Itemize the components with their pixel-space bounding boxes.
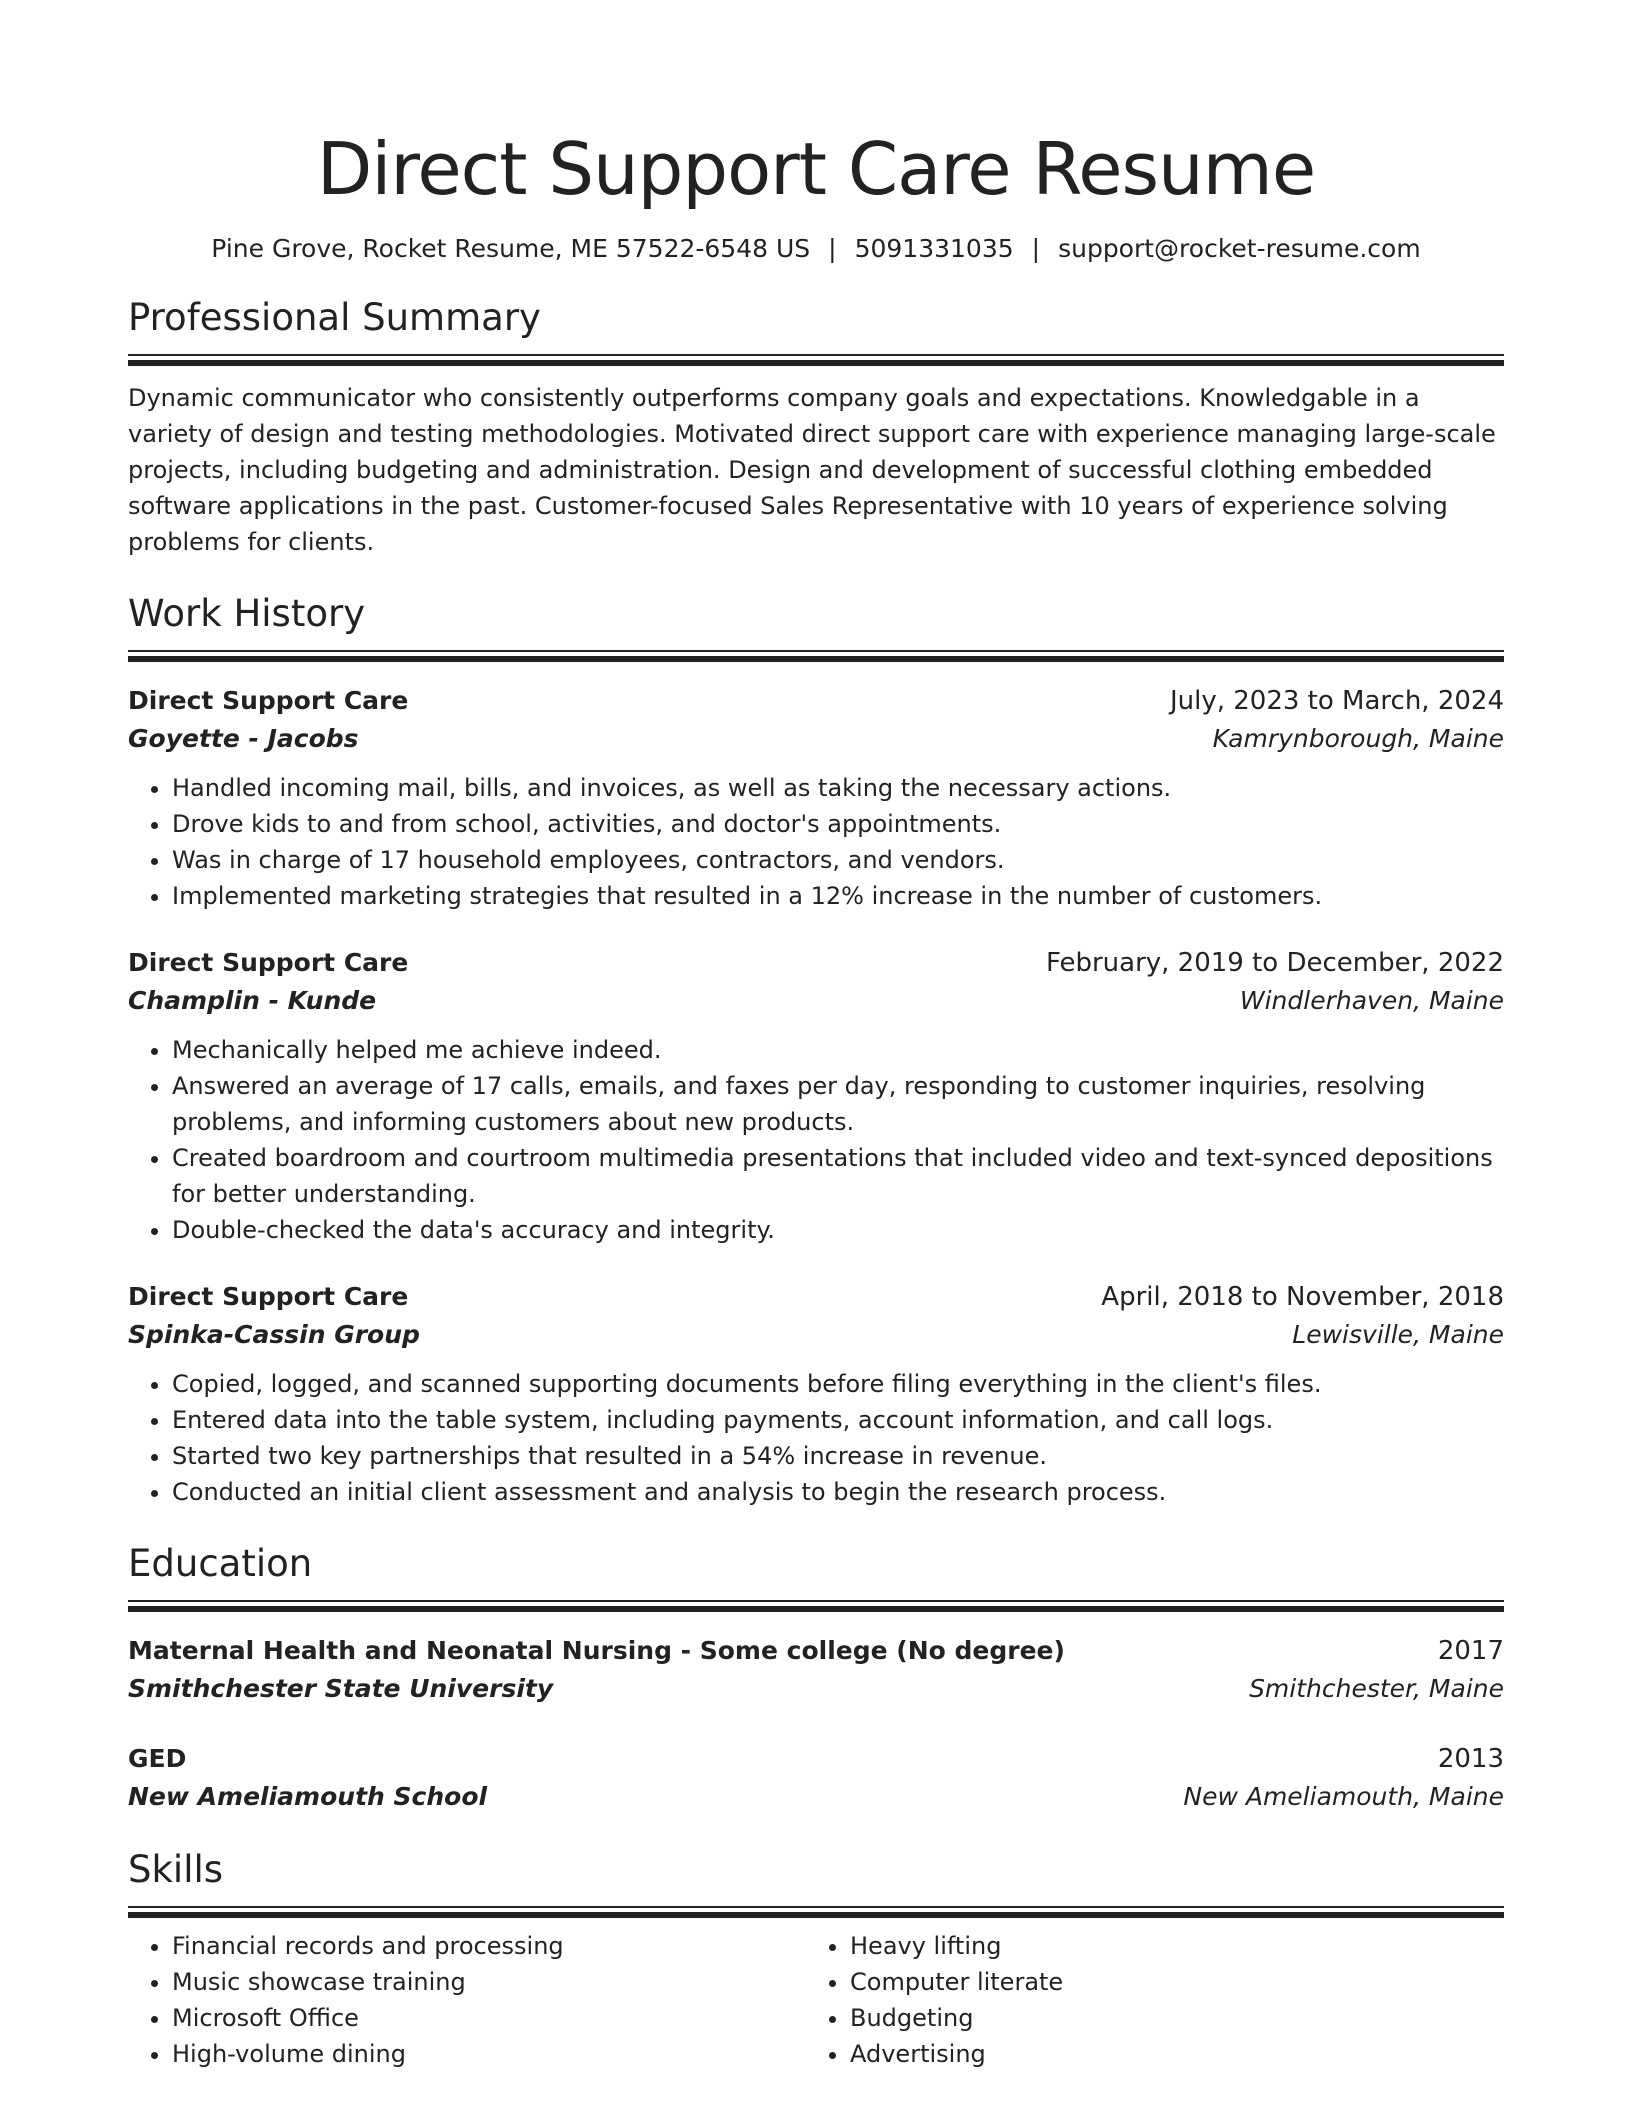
job-bullet: • Created boardroom and courtroom multimedia presentations that included video and text-synced depositions for better understanding. — [172, 1140, 1504, 1212]
contact-separator: | — [1031, 234, 1041, 263]
skill-item: • Music showcase training — [172, 1964, 806, 2000]
section-heading-work: Work History — [128, 592, 366, 635]
section-heading-education: Education — [128, 1542, 313, 1585]
contact-separator: | — [828, 234, 837, 263]
summary-text: Dynamic communicator who consistently outperforms company goals and expectations. Knowledgable in a variety of design and testing methodologies. Motivated direct support care with experience managing large-scale projects, including budgeting and administration. Design and development of successful clothing embedded software applications in the past. Customer-focused Sales Representative with 10 years of experience solving problems for clients. — [128, 384, 1496, 556]
skill-item: • Computer literate — [850, 1964, 1484, 2000]
section-divider — [128, 1600, 1504, 1612]
skill-item: • Financial records and processing — [172, 1928, 806, 1964]
skills-column-left — [128, 1928, 806, 2072]
job-dates: February, 2019 to December, 2022 — [1045, 948, 1504, 978]
job-company: Champlin - Kunde — [128, 986, 377, 1015]
contact-address: Pine Grove, Rocket Resume, ME 57522-6548 US — [211, 234, 811, 263]
section-divider — [128, 1906, 1504, 1918]
skill-item: • Budgeting — [850, 2000, 1484, 2036]
job-bullets — [128, 1032, 1504, 1248]
job-bullets — [128, 1366, 1504, 1510]
job-title: Direct Support Care — [128, 686, 409, 715]
job-company: Spinka-Cassin Group — [128, 1320, 420, 1349]
job-entry — [128, 1278, 1504, 1510]
job-location: Lewisville, Maine — [1292, 1320, 1504, 1349]
resume-title: Direct Support Care Resume — [316, 127, 1316, 211]
skills-column-right — [806, 1928, 1484, 2072]
job-bullet: • Handled incoming mail, bills, and invoices, as well as taking the necessary actions. — [172, 770, 1504, 806]
skill-item: • Heavy lifting — [850, 1928, 1484, 1964]
job-bullet: • Implemented marketing strategies that resulted in a 12% increase in the number of customers. — [172, 878, 1504, 914]
section-divider — [128, 650, 1504, 662]
education-section — [128, 1540, 1504, 1816]
skill-item: • Advertising — [850, 2036, 1484, 2072]
education-school: New Ameliamouth School — [128, 1782, 488, 1811]
summary-section — [128, 294, 1504, 560]
contact-email: support@rocket-resume.com — [1058, 234, 1421, 263]
job-bullets — [128, 770, 1504, 914]
job-bullet: • Answered an average of 17 calls, emails, and faxes per day, responding to customer inquiries, resolving problems, and informing customers about new products. — [172, 1068, 1504, 1140]
section-heading-summary: Professional Summary — [128, 296, 541, 339]
job-bullet: • Double-checked the data's accuracy and integrity. — [172, 1212, 1504, 1248]
job-bullet: • Conducted an initial client assessment and analysis to begin the research process. — [172, 1474, 1504, 1510]
skills-section — [128, 1846, 1504, 2072]
skills-list — [128, 1928, 1504, 2072]
job-bullet: • Mechanically helped me achieve indeed. — [172, 1032, 1504, 1068]
job-company: Goyette - Jacobs — [128, 724, 359, 753]
section-divider — [128, 354, 1504, 366]
job-title: Direct Support Care — [128, 948, 409, 977]
job-bullet: • Drove kids to and from school, activities, and doctor's appointments. — [172, 806, 1504, 842]
job-bullet: • Entered data into the table system, including payments, account information, and call logs. — [172, 1402, 1504, 1438]
job-bullet: • Was in charge of 17 household employees, contractors, and vendors. — [172, 842, 1504, 878]
education-year: 2013 — [1437, 1744, 1504, 1774]
job-entry — [128, 944, 1504, 1248]
job-title: Direct Support Care — [128, 1282, 409, 1311]
job-location: Windlerhaven, Maine — [1239, 986, 1504, 1015]
education-location: New Ameliamouth, Maine — [1183, 1782, 1504, 1811]
job-dates: April, 2018 to November, 2018 — [1101, 1282, 1504, 1312]
job-bullet: • Copied, logged, and scanned supporting documents before filing everything in the client's files. — [172, 1366, 1504, 1402]
resume-page — [128, 0, 1504, 2072]
work-history-section — [128, 590, 1504, 1510]
skill-item: • High-volume dining — [172, 2036, 806, 2072]
education-degree: Maternal Health and Neonatal Nursing - Some college (No degree) — [128, 1636, 1065, 1665]
contact-line — [128, 232, 1504, 266]
education-entry — [128, 1740, 1504, 1816]
section-heading-skills: Skills — [128, 1848, 224, 1891]
job-dates: July, 2023 to March, 2024 — [1169, 686, 1504, 716]
education-school: Smithchester State University — [128, 1674, 554, 1703]
contact-phone: 5091331035 — [854, 234, 1014, 263]
education-location: Smithchester, Maine — [1249, 1674, 1504, 1703]
job-location: Kamrynborough, Maine — [1212, 724, 1504, 753]
skill-item: • Microsoft Office — [172, 2000, 806, 2036]
job-bullet: • Started two key partnerships that resulted in a 54% increase in revenue. — [172, 1438, 1504, 1474]
education-entry — [128, 1632, 1504, 1708]
job-entry — [128, 682, 1504, 914]
education-year: 2017 — [1437, 1636, 1504, 1666]
education-degree: GED — [128, 1744, 187, 1773]
